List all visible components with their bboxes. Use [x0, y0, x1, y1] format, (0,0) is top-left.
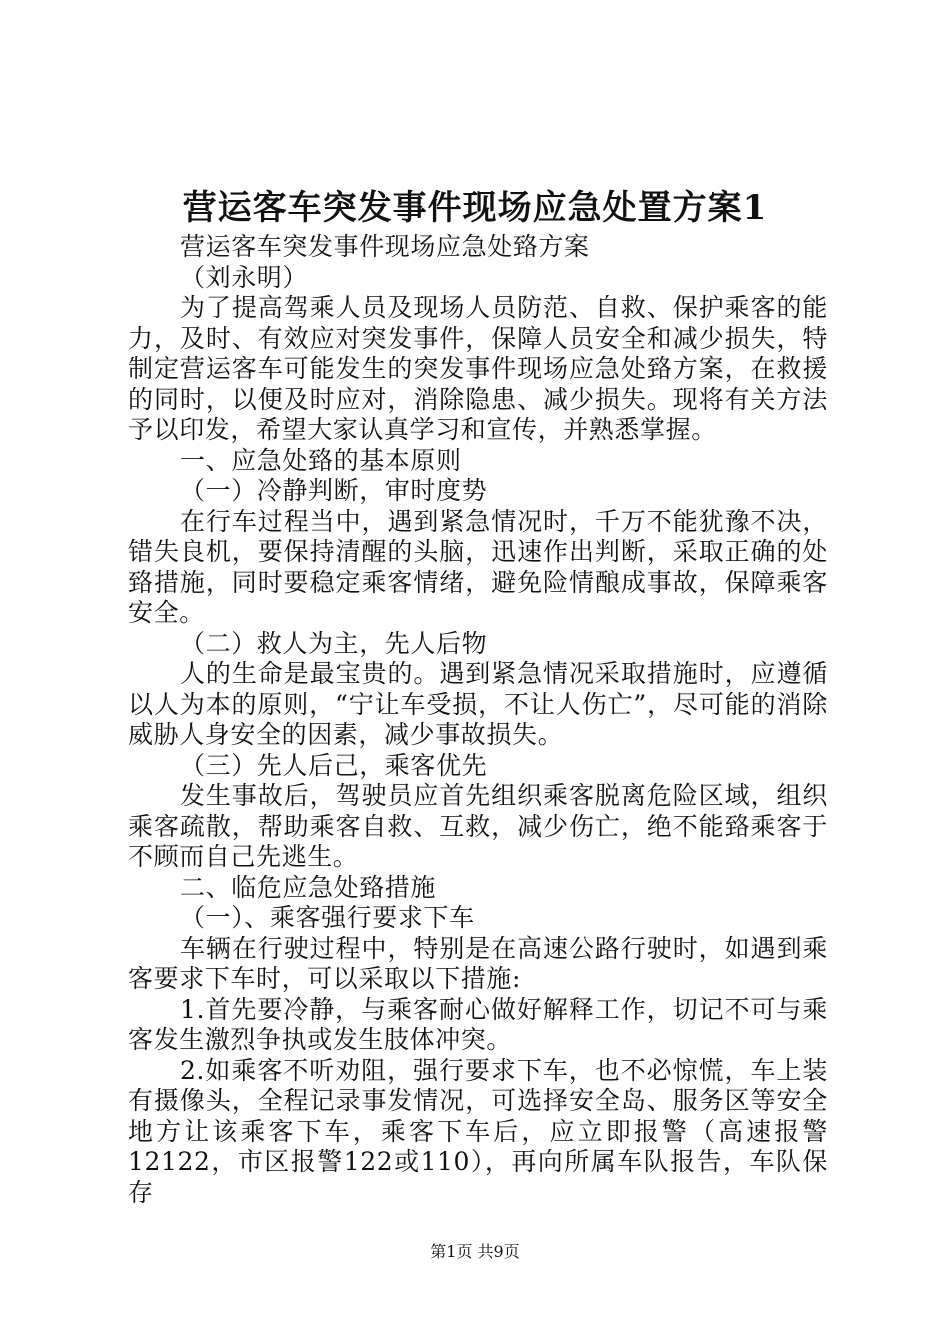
subsection-heading: （三）先人后己，乘客优先 — [180, 750, 488, 780]
intro-paragraph: 为了提高驾乘人员及现场人员防范、自救、保护乘客的能力，及时、有效应对突发事件，保障人员安全和减少损失，特制定营运客车可能发生的突发事件现场应急处臵方案，在救援的同时，以便及时应对，消除隐患、减少损失。现将有关方法予以印发，希望大家认真学习和宣传，并熟悉掌握。 — [128, 293, 828, 444]
author: （刘永明） — [180, 262, 309, 292]
paragraph: 车辆在行驶过程中，特别是在高速公路行驶时，如遇到乘客要求下车时，可以采取以下措施: — [128, 933, 828, 993]
subsection-heading: （一）、乘客强行要求下车 — [180, 903, 475, 932]
subsection-heading: （一）冷静判断，审时度势 — [180, 476, 488, 505]
list-item: 2.如乘客不听劝阻，强行要求下车，也不必惊慌，车上装有摄像头，全程记录事发情况，可选择安全岛、服务区等安全地方让该乘客下车，乘客下车后，应立即报警（高速报警12122，市区报警122或110），再向所属车队报告，车队保存 — [128, 1055, 828, 1207]
section-heading: 一、应急处臵的基本原则 — [180, 445, 462, 475]
paragraph: 人的生命是最宝贵的。遇到紧急情况采取措施时，应遵循以人为本的原则，“宁让车受损，不让人伤亡”，尽可能的消除威胁人身安全的因素，减少事故损失。 — [128, 659, 828, 749]
paragraph: 发生事故后，驾驶员应首先组织乘客脱离危险区域，组织乘客疏散，帮助乘客自救、互救，减少伤亡，绝不能臵乘客于不顾而自己先逃生。 — [128, 781, 828, 871]
document-body — [128, 232, 828, 1208]
document-title: 营运客车突发事件现场应急处置方案1 — [182, 188, 768, 228]
subsection-heading: （二）救人为主，先人后物 — [180, 628, 488, 658]
section-heading: 二、临危应急处臵措施 — [180, 872, 437, 902]
page-footer: 第1页 共9页 — [430, 1242, 520, 1261]
list-item: 1.首先要冷静，与乘客耐心做好解释工作，切记不可与乘客发生激烈争执或发生肢体冲突。 — [128, 994, 828, 1054]
paragraph: 在行车过程当中，遇到紧急情况时，千万不能犹豫不决，错失良机，要保持清醒的头脑，迅速作出判断，采取正确的处臵措施，同时要稳定乘客情绪，避免险情酿成事故，保障乘客安全。 — [128, 506, 828, 627]
subtitle: 营运客车突发事件现场应急处臵方案 — [180, 232, 590, 261]
